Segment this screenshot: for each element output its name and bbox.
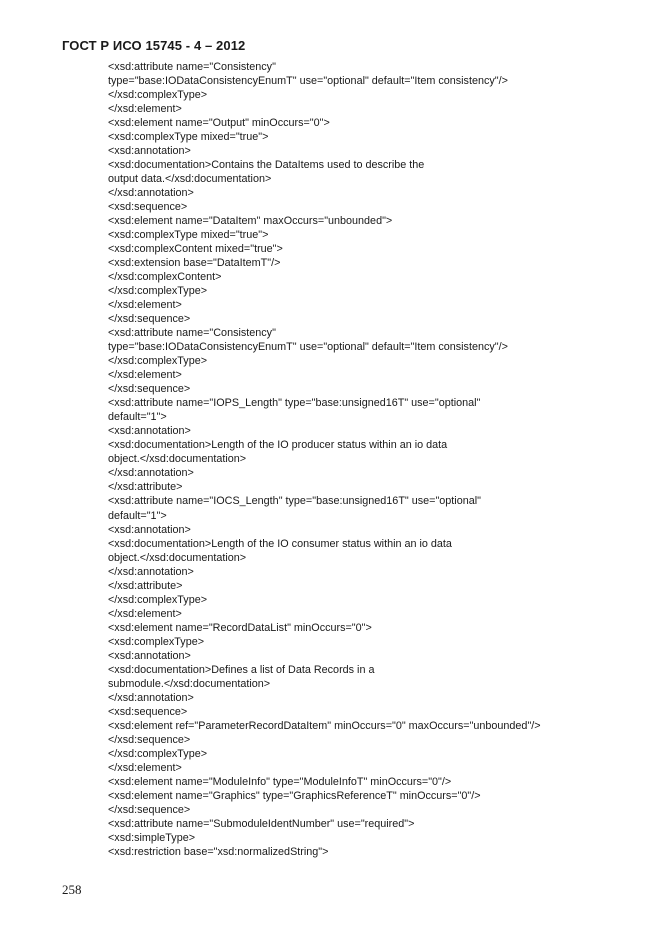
code-line: <xsd:attribute name="IOCS_Length" type="base:unsigned16T" use="optional" [108,495,481,508]
code-line: </xsd:complexType> [108,89,208,102]
code-line: <xsd:sequence> [108,201,188,214]
code-line: </xsd:element> [108,761,182,774]
standard-header: ГОСТ Р ИСО 15745 - 4 – 2012 [62,38,246,53]
code-line: default="1"> [108,509,167,522]
code-line: </xsd:annotation> [108,691,194,704]
code-line: <xsd:element name="RecordDataList" minOccurs="0"> [108,621,372,634]
code-line: </xsd:element> [108,369,182,382]
code-line: <xsd:attribute name="Consistency" [108,327,276,340]
code-line: </xsd:sequence> [108,733,191,746]
code-line: submodule.</xsd:documentation> [108,677,271,690]
code-line: <xsd:documentation>Contains the DataItems used to describe the [108,159,425,172]
code-line: </xsd:complexContent> [108,271,222,284]
code-line: type="base:IODataConsistencyEnumT" use="optional" default="Item consistency"/> [108,75,508,88]
code-line: <xsd:documentation>Length of the IO consumer status within an io data [108,537,452,550]
code-line: output data.</xsd:documentation> [108,173,272,186]
code-line: <xsd:sequence> [108,705,188,718]
code-line: </xsd:sequence> [108,313,191,326]
code-line: <xsd:element ref="ParameterRecordDataItem" minOccurs="0" maxOccurs="unbounded"/> [108,719,541,732]
code-line: </xsd:attribute> [108,579,183,592]
code-line: <xsd:annotation> [108,145,191,158]
code-line: <xsd:extension base="DataItemT"/> [108,257,281,270]
xsd-code-block [108,60,648,859]
code-line: <xsd:restriction base="xsd:normalizedString"> [108,845,329,858]
code-line: </xsd:annotation> [108,467,194,480]
code-line: <xsd:simpleType> [108,831,196,844]
page-number: 258 [62,882,82,897]
code-line: object.</xsd:documentation> [108,551,247,564]
code-line: </xsd:annotation> [108,187,194,200]
code-line: <xsd:annotation> [108,523,191,536]
code-line: </xsd:element> [108,607,182,620]
code-line: </xsd:annotation> [108,565,194,578]
code-line: </xsd:sequence> [108,803,191,816]
code-line: <xsd:element name="ModuleInfo" type="ModuleInfoT" minOccurs="0"/> [108,775,452,788]
code-line: <xsd:attribute name="Consistency" [108,61,276,73]
code-line: object.</xsd:documentation> [108,453,247,466]
code-line: <xsd:complexContent mixed="true"> [108,243,283,256]
code-line: <xsd:documentation>Length of the IO producer status within an io data [108,439,448,452]
code-line: </xsd:complexType> [108,747,208,760]
code-line: <xsd:attribute name="IOPS_Length" type="base:unsigned16T" use="optional" [108,397,481,410]
code-line: </xsd:complexType> [108,355,208,368]
code-line: <xsd:element name="DataItem" maxOccurs="unbounded"> [108,215,393,228]
code-line: </xsd:sequence> [108,383,191,396]
code-line: <xsd:element name="Graphics" type="GraphicsReferenceT" minOccurs="0"/> [108,789,481,802]
code-line: <xsd:complexType mixed="true"> [108,131,269,144]
code-line: <xsd:documentation>Defines a list of Data Records in a [108,663,375,676]
code-line: <xsd:attribute name="SubmoduleIdentNumber" use="required"> [108,817,415,830]
code-line: </xsd:element> [108,103,182,116]
code-line: type="base:IODataConsistencyEnumT" use="optional" default="Item consistency"/> [108,341,508,354]
code-line: </xsd:complexType> [108,285,208,298]
code-line: </xsd:complexType> [108,593,208,606]
code-line: <xsd:annotation> [108,649,191,662]
code-line: <xsd:complexType> [108,635,205,648]
code-line: <xsd:annotation> [108,425,191,438]
code-line: <xsd:complexType mixed="true"> [108,229,269,242]
code-line: default="1"> [108,411,167,424]
code-line: <xsd:element name="Output" minOccurs="0"> [108,117,330,130]
code-line: </xsd:attribute> [108,481,183,494]
code-line: </xsd:element> [108,299,182,312]
